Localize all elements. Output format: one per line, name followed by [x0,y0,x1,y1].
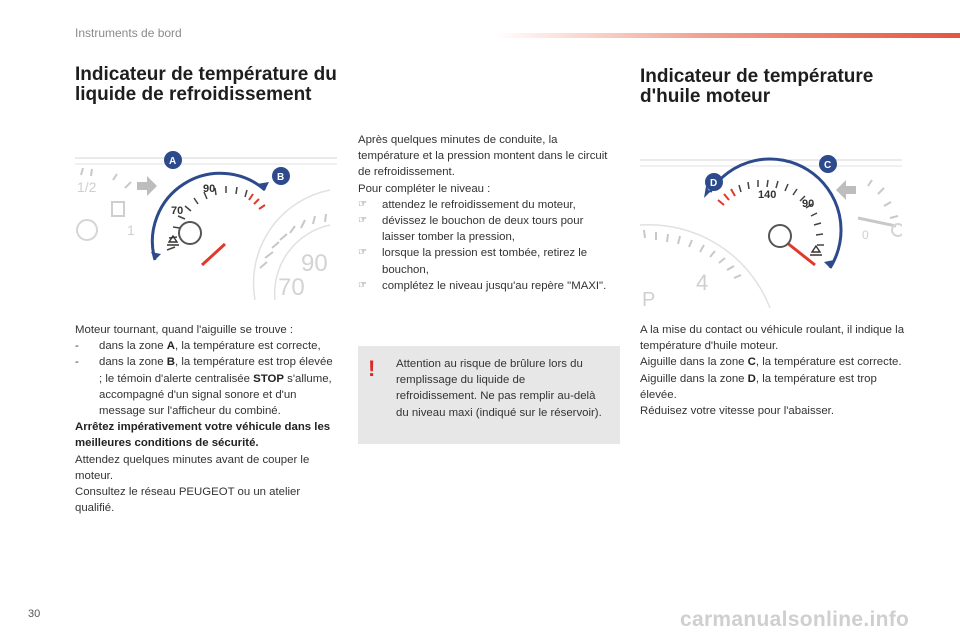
bg-tick-0: 0 [862,228,869,242]
section-header: Instruments de bord [75,26,182,40]
coolant-instructions [75,322,337,516]
zone-a-label: A [169,156,177,167]
bg-tick-one: 1 [127,222,135,238]
gauge-tick-70: 70 [171,205,184,217]
stop-label: STOP [253,372,284,385]
zone-a-item-pre: dans la zone [99,340,167,353]
bg-tick-p: P [642,289,656,308]
zone-b-item-zone: B [166,356,175,369]
burn-warning-box [358,346,620,444]
coolant-gauge-illustration [75,150,337,305]
refill-step: ☞ lorsque la pression est tombée, retirez le bouchon, [358,245,608,277]
bg-tick-half: 1/2 [77,179,97,195]
warning-icon: ! [368,356,376,381]
zone-d-label: D [710,178,718,189]
wait-instruction: Attendez quelques minutes avant de couper le moteur. [75,453,310,482]
refill-intro: Après quelques minutes de conduite, la température et la pression montent dans le circuit de refroidissement. [358,134,608,179]
zone-d-description [640,371,908,403]
gauge-needle [786,242,815,265]
oil-gauge-illustration [640,150,902,308]
gauge-tick-90: 90 [203,183,216,195]
zone-c-post: , la température est correcte. [755,356,902,369]
refill-complete: Pour compléter le niveau : [358,182,491,195]
zone-a-item-post: , la température est correcte, [175,340,321,353]
gauge-tick-90: 90 [802,198,815,210]
refill-instructions [358,132,608,294]
turn-arrow-icon [137,176,157,196]
refill-step: ☞ attendez le refroidissement du moteur, [358,197,608,213]
watermark: carmanualsonline.info [680,608,910,631]
burn-warning-text: Attention au risque de brûlure lors du remplissage du liquide de refroidissement. Ne pas remplir au-delà du niveau maxi (indiqué sur le réservoir). [396,358,602,419]
zone-c-zone: C [747,356,756,369]
refill-step: ☞ complétez le niveau jusqu'au repère "MAXI". [358,278,608,294]
zone-b-item [75,354,337,419]
zone-d-post: , la température est trop élevée. [640,372,877,401]
consult-instruction: Consultez le réseau PEUGEOT ou un atelier qualifié. [75,486,301,515]
coolant-temperature-title: Indicateur de température du liquide de refroidissement [75,64,337,105]
turn-arrow-icon [836,180,856,200]
zone-c-label: C [824,160,832,171]
gauge-needle [202,244,225,265]
bg-tick-90: 90 [301,250,328,277]
zone-c-description [640,354,908,370]
page-number: 30 [28,608,41,620]
zone-b-item-post: s'allume, accompagné d'un signal sonore et d'un message sur l'afficheur du combiné. [99,372,332,418]
refill-step: ☞ dévissez le bouchon de deux tours pour laisser tomber la pression, [358,213,608,245]
bg-tick-70: 70 [278,274,305,301]
oil-temperature-description [640,322,908,419]
oil-intro: A la mise du contact ou véhicule roulant, il indique la température d'huile moteur. [640,324,905,353]
zone-b-item-pre: dans la zone [99,356,167,369]
coolant-intro: Moteur tournant, quand l'aiguille se trouve : [75,324,294,336]
zone-b-label: B [277,172,285,183]
bg-tick-4: 4 [696,270,709,295]
header-accent-bar [495,33,960,38]
gauge-tick-140: 140 [758,189,777,201]
zone-a-item-zone: A [166,340,175,353]
safety-warning: Arrêtez impérativement votre véhicule dans les meilleures conditions de sécurité. [75,421,331,450]
zone-d-zone: D [747,372,756,385]
zone-a-item [75,338,337,354]
zone-b-item-mid: , la température est trop élevée ; le témoin d'alerte centralisée [99,356,333,385]
oil-temperature-icon [810,246,822,255]
zone-c-pre: Aiguille dans la zone [640,356,748,369]
oil-temperature-title: Indicateur de température d'huile moteur [640,66,874,107]
zone-d-pre: Aiguille dans la zone [640,372,748,385]
fuel-pump-icon [112,202,124,216]
reduce-speed: Réduisez votre vitesse pour l'abaisser. [640,405,835,418]
